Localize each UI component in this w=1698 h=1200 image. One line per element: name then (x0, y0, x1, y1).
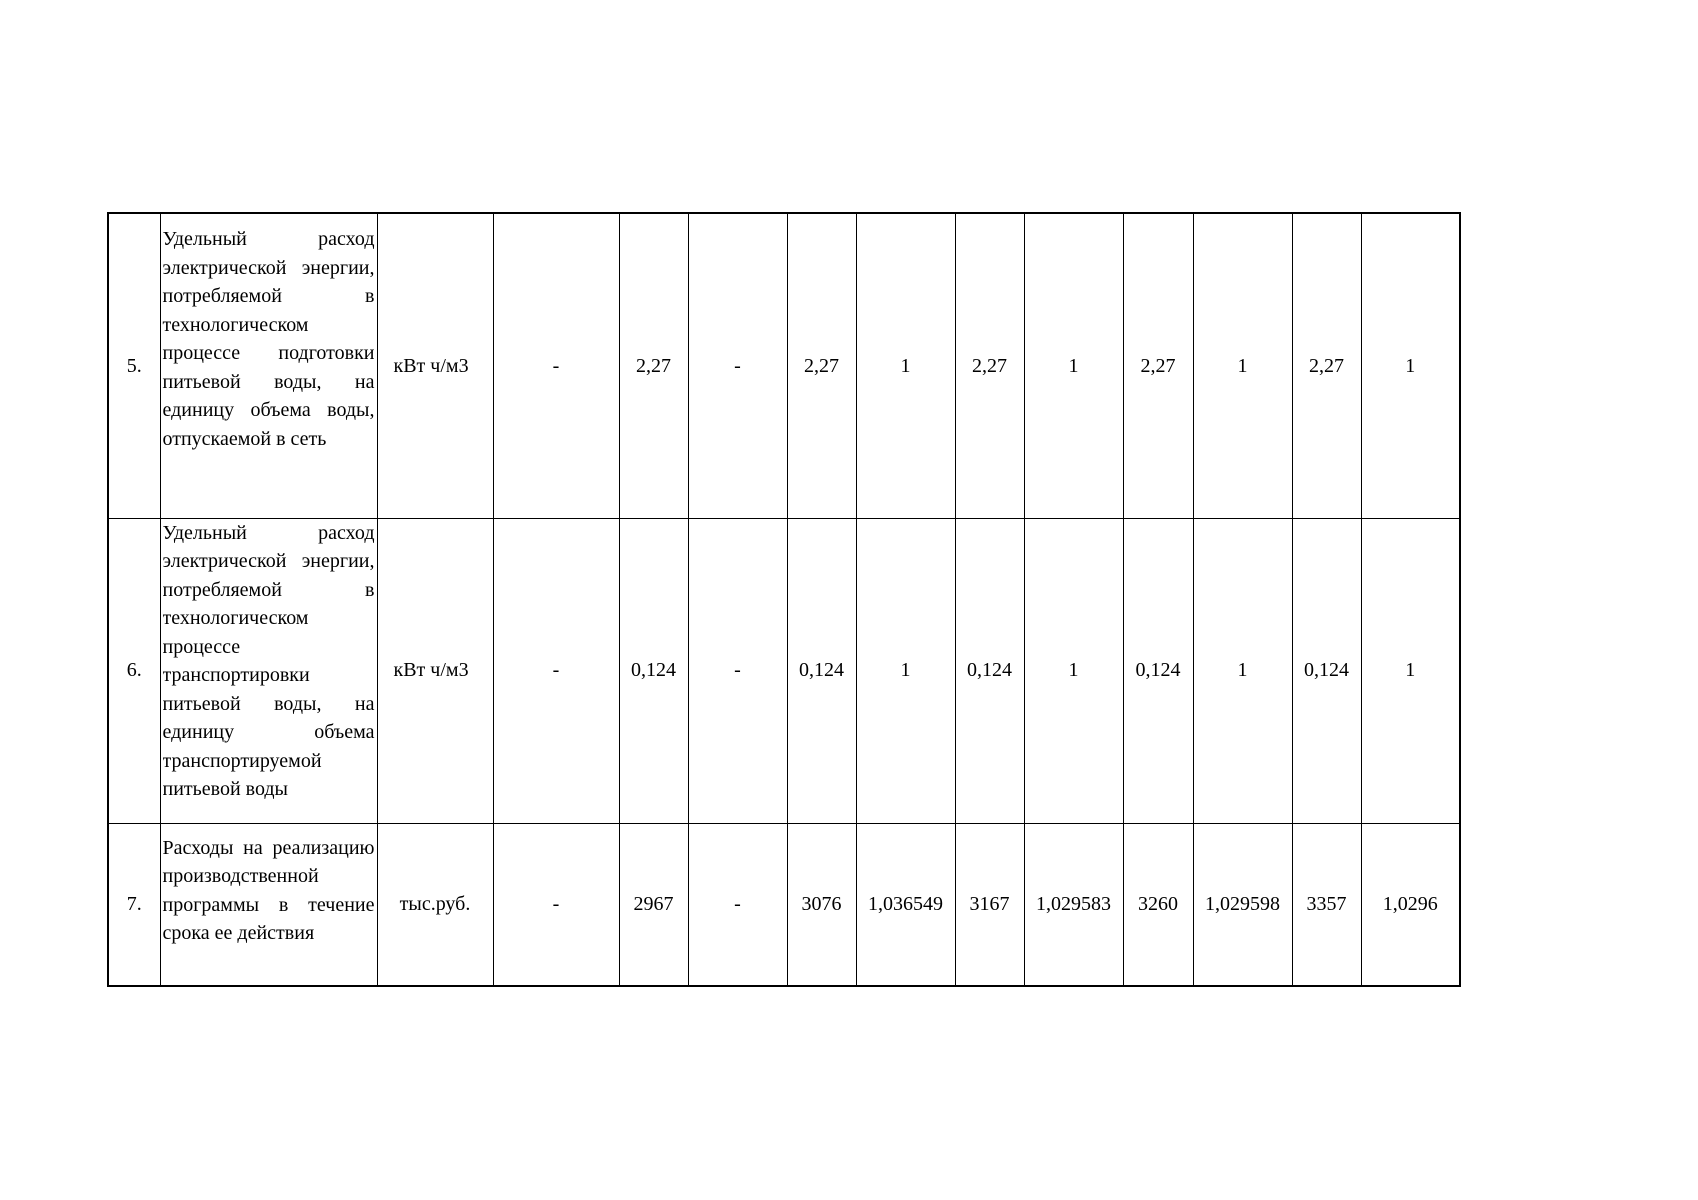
value-cell: 3357 (1292, 823, 1361, 986)
value-cell: - (688, 823, 787, 986)
value-cell: - (493, 518, 619, 823)
value-cell: 0,124 (955, 518, 1024, 823)
value-cell: - (493, 213, 619, 518)
value-cell: 1 (1024, 518, 1123, 823)
row-number: 6. (108, 518, 160, 823)
value-cell: 2,27 (955, 213, 1024, 518)
value-cell: 1 (1361, 213, 1460, 518)
value-cell: 1,029583 (1024, 823, 1123, 986)
unit-cell: тыс.руб. (377, 823, 493, 986)
value-cell: 1 (1024, 213, 1123, 518)
value-cell: - (493, 823, 619, 986)
value-cell: 1 (1361, 518, 1460, 823)
value-cell: 0,124 (787, 518, 856, 823)
value-cell: 1 (1193, 518, 1292, 823)
value-cell: 3167 (955, 823, 1024, 986)
indicator-name: Удельный расход электрической энергии, потребляемой в технологическом процессе подготовки питьевой воды, на единицу объема воды, отпускаемой в сеть (160, 213, 377, 518)
value-cell: 0,124 (1292, 518, 1361, 823)
value-cell: 2,27 (619, 213, 688, 518)
value-cell: 1 (1193, 213, 1292, 518)
value-cell: - (688, 213, 787, 518)
indicator-name: Расходы на реализацию производственной программы в течение срока ее действия (160, 823, 377, 986)
value-cell: 0,124 (619, 518, 688, 823)
value-cell: 1,029598 (1193, 823, 1292, 986)
value-cell: 3076 (787, 823, 856, 986)
row-number: 7. (108, 823, 160, 986)
value-cell: 2,27 (787, 213, 856, 518)
value-cell: 1,036549 (856, 823, 955, 986)
table-row (108, 213, 1460, 518)
unit-cell: кВт ч/м3 (377, 213, 493, 518)
row-number: 5. (108, 213, 160, 518)
value-cell: 1 (856, 518, 955, 823)
value-cell: 3260 (1123, 823, 1193, 986)
unit-cell: кВт ч/м3 (377, 518, 493, 823)
value-cell: - (688, 518, 787, 823)
value-cell: 1,0296 (1361, 823, 1460, 986)
value-cell: 2,27 (1292, 213, 1361, 518)
value-cell: 0,124 (1123, 518, 1193, 823)
indicator-name-text: Удельный расход электрической энергии, потребляемой в технологическом процессе транспортировки питьевой воды, на единицу объема транспортируемой питьевой воды (162, 521, 375, 800)
value-cell: 2,27 (1123, 213, 1193, 518)
table-row (108, 823, 1460, 986)
value-cell: 1 (856, 213, 955, 518)
value-cell: 2967 (619, 823, 688, 986)
indicators-table (107, 212, 1461, 987)
indicator-name (160, 518, 377, 823)
table-row (108, 518, 1460, 823)
